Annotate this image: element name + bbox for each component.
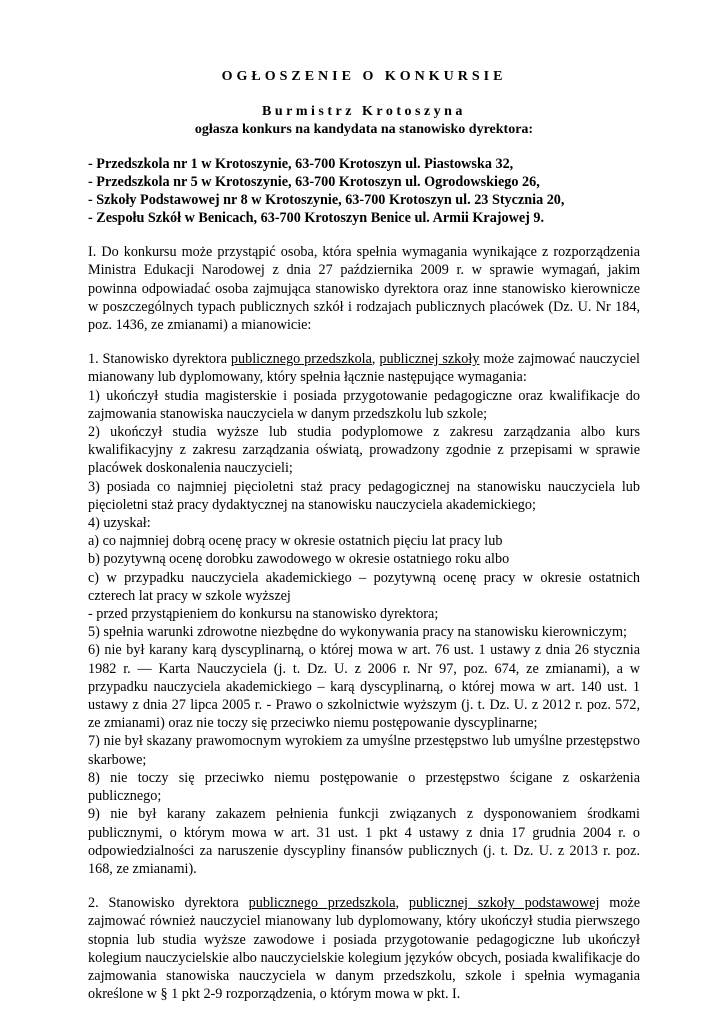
school-item: - Szkoły Podstawowej nr 8 w Krotoszynie, 63-700 Krotoszyn ul. 23 Stycznia 20,	[88, 192, 565, 209]
section-2: 2. Stanowisko dyrektora publicznego przedszkola, publicznej szkoły podstawowej może zajmować również nauczyciel mianowany lub dyplomowany, który ukończył studia pierwszego stopnia lub studia wyższe zawodowe i posiada przygotowanie pedagogiczne lub ukończył kolegium nauczycielskie albo nauczycielskie kolegium języków obcych, posiada kwalifikacje do zajmowania stanowiska nauczyciela w danym przedszkolu, szkole i spełnia wymagania określone w § 1 pkt 2-9 rozporządzenia, o którym mowa w pkt. I.	[88, 895, 641, 1003]
intro-paragraph: I. Do konkursu może przystąpić osoba, która spełnia wymagania wynikające z rozporządzenia Ministra Edukacji Narodowej z dnia 27 października 2009 r. w sprawie wymagań, jakim powinna odpowiadać osoba zajmująca stanowisko dyrektora oraz inne stanowisko kierownicze w poszczególnych typach publicznych szkół i rodzajach publicznych placówek (Dz. U. Nr 184, poz. 1436, ze zmianami) a mianowicie:	[88, 244, 640, 334]
announcement: ogłasza konkurs na kandydata na stanowisko dyrektora:	[194, 122, 534, 138]
issuer: Burmistrz Krotoszyna	[262, 104, 466, 120]
underlined-term: publicznej szkoły	[379, 351, 480, 368]
document-page	[88, 64, 640, 1019]
requirement-item: 3) posiada co najmniej pięcioletni staż pracy pedagogicznej na stanowisku nauczyciela lub pięcioletni staż pracy dydaktycznej na stanowisku nauczyciela akademickiego;	[88, 478, 640, 513]
document-title: OGŁOSZENIE O KONKURSIE	[221, 69, 507, 84]
school-item: - Przedszkola nr 1 w Krotoszynie, 63-700 Krotoszyn ul. Piastowska 32,	[88, 156, 514, 173]
section-1-lead: 1. Stanowisko dyrektora publicznego przedszkola, publicznej szkoły może zajmować nauczyciel mianowany lub dyplomowany, który spełnia łącznie następujące wymagania:	[88, 351, 641, 386]
requirement-item: 4) uzyskał:	[88, 515, 151, 532]
underlined-term: publicznego przedszkola	[248, 895, 396, 912]
school-item: - Przedszkola nr 5 w Krotoszynie, 63-700 Krotoszyn ul. Ogrodowskiego 26,	[88, 174, 540, 191]
requirement-item: 7) nie był skazany prawomocnym wyrokiem za umyślne przestępstwo lub umyślne przestępstwo skarbowe;	[88, 733, 640, 768]
school-item: - Zespołu Szkół w Benicach, 63-700 Krotoszyn Benice ul. Armii Krajowej 9.	[88, 210, 545, 227]
section-1	[88, 350, 640, 878]
requirement-item: a) co najmniej dobrą ocenę pracy w okresie ostatnich pięciu lat pracy lub	[88, 533, 503, 550]
requirement-item: b) pozytywną ocenę dorobku zawodowego w okresie ostatniego roku albo	[88, 551, 510, 568]
requirement-item: - przed przystąpieniem do konkursu na stanowisko dyrektora;	[88, 606, 439, 623]
requirement-item: 6) nie był karany karą dyscyplinarną, o której mowa w art. 76 ust. 1 ustawy z dnia 26 stycznia 1982 r. — Karta Nauczyciela (j. t. Dz. U. z 2006 r. Nr 97, poz. 674, ze zmianami), a w przypadku nauczyciela akademickiego – karą dyscyplinarną, o której mowa w art. 140 ust. 1 ustawy z dnia 27 lipca 2005 r. - Prawo o szkolnictwie wyższym (j. t. Dz. U. z 2012 r. poz. 572, ze zmianami) oraz nie toczy się przeciwko niemu postępowanie dyscyplinarne;	[88, 642, 640, 732]
requirement-item: 8) nie toczy się przeciwko niemu postępowanie o przestępstwo ścigane z oskarżenia publicznego;	[88, 769, 640, 805]
requirement-item: c) w przypadku nauczyciela akademickiego – pozytywną ocenę pracy w okresie ostatnich czterech lat pracy w szkole wyższej	[88, 569, 640, 604]
requirement-item: 9) nie był karany zakazem pełnienia funkcji związanych z dysponowaniem środkami publicznymi, o którym mowa w art. 31 ust. 1 pkt 4 ustawy z dnia 17 grudnia 2004 r. o odpowiedzialności za naruszenie dyscypliny finansów publicznych (j. t. Dz. U. z 2013 r. poz. 168, ze zmianami).	[88, 806, 640, 877]
school-list	[88, 155, 640, 227]
underlined-term: publicznego przedszkola	[230, 351, 372, 368]
underlined-term: publicznej szkoły podstawowej	[408, 895, 600, 912]
requirement-item: 5) spełnia warunki zdrowotne niezbędne do wykonywania pracy na stanowisku kierowniczym;	[88, 624, 627, 641]
requirement-item: 2) ukończył studia wyższe lub studia podyplomowe z zakresu zarządzania albo kurs kwalifikacyjny z zakresu zarządzania oświatą, prowadzony zgodnie z przepisami w sprawie placówek doskonalenia nauczycieli;	[88, 424, 640, 477]
requirement-item: 1) ukończył studia magisterskie i posiada przygotowanie pedagogiczne oraz kwalifikacje do zajmowania stanowiska nauczyciela w danym przedszkolu lub szkole;	[88, 387, 640, 422]
